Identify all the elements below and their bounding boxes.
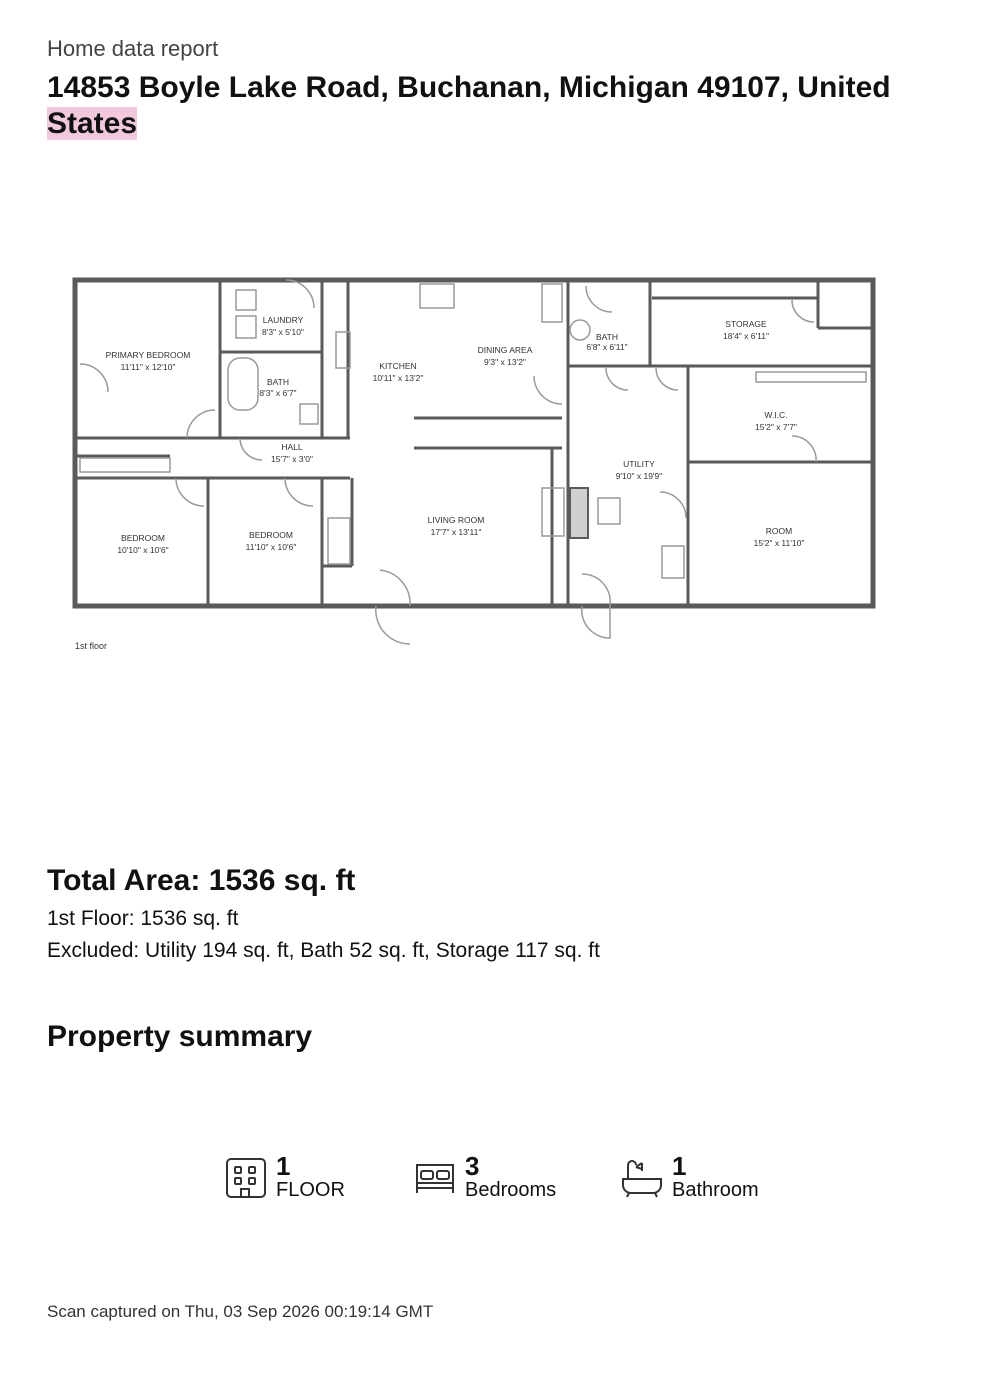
room-label: BATH [266,377,290,387]
room-label: W.I.C. [764,410,788,420]
floor-plan [40,260,900,660]
room-dims: 8'3" x 6'7" [259,388,297,398]
room-dims: 10'10" x 10'6" [117,545,169,555]
property-address [47,70,927,142]
floor-area: 1st Floor: 1536 sq. ft [47,907,239,930]
room-label: DINING AREA [477,345,533,355]
bathtub-icon [620,1155,664,1199]
property-summary-title: Property summary [47,1020,313,1053]
total-area: Total Area: 1536 sq. ft [47,864,356,897]
room-dims: 15'2" x 7'7" [755,422,797,432]
stat-bathrooms [620,1152,759,1202]
room-label: BEDROOM [249,530,293,540]
room-label: STORAGE [725,319,767,329]
floor-label: 1st floor [75,641,108,651]
room-label: BEDROOM [121,533,165,543]
room-label: ROOM [765,526,793,536]
address-main: 14853 Boyle Lake Road, Buchanan, Michigan 49107, United [47,71,891,104]
excluded-area: Excluded: Utility 194 sq. ft, Bath 52 sq. ft, Storage 117 sq. ft [47,939,600,962]
building-icon [224,1155,268,1199]
room-label: UTILITY [623,459,655,469]
room-dims: 8'3" x 5'10" [262,327,304,337]
stat-value: 1 [276,1151,291,1181]
stat-label: Bathroom [672,1179,759,1201]
room-label: KITCHEN [379,361,417,371]
room-label: BATH [595,332,619,342]
room-dims: 15'2" x 11'10" [753,538,805,548]
room-label: PRIMARY BEDROOM [105,350,191,360]
room-dims: 17'7" x 13'11" [430,527,482,537]
room-dims: 11'11" x 12'10" [120,362,176,372]
address-highlight: States [47,107,138,140]
stat-bedrooms [413,1152,556,1202]
room-dims: 18'4" x 6'11" [723,331,769,341]
bed-icon [413,1155,457,1199]
room-dims: 11'10" x 10'6" [245,542,297,552]
stat-label: FLOOR [276,1179,345,1201]
scan-timestamp: Scan captured on Thu, 03 Sep 2026 00:19:14 GMT [47,1302,434,1321]
stat-value: 1 [672,1151,687,1181]
stat-value: 3 [465,1151,480,1181]
room-dims: 6'8" x 6'11" [586,342,628,352]
room-dims: 15'7" x 3'0" [271,454,313,464]
room-dims: 9'10" x 19'9" [615,471,663,481]
room-label: LIVING ROOM [427,515,485,525]
room-dims: 9'3" x 13'2" [484,357,526,367]
room-labels [106,315,805,555]
stat-label: Bedrooms [465,1179,557,1201]
report-label: Home data report [47,36,219,61]
room-label: LAUNDRY [262,315,304,325]
room-label: HALL [281,442,303,452]
room-dims: 10'11" x 13'2" [372,373,424,383]
stat-floors [224,1152,345,1202]
